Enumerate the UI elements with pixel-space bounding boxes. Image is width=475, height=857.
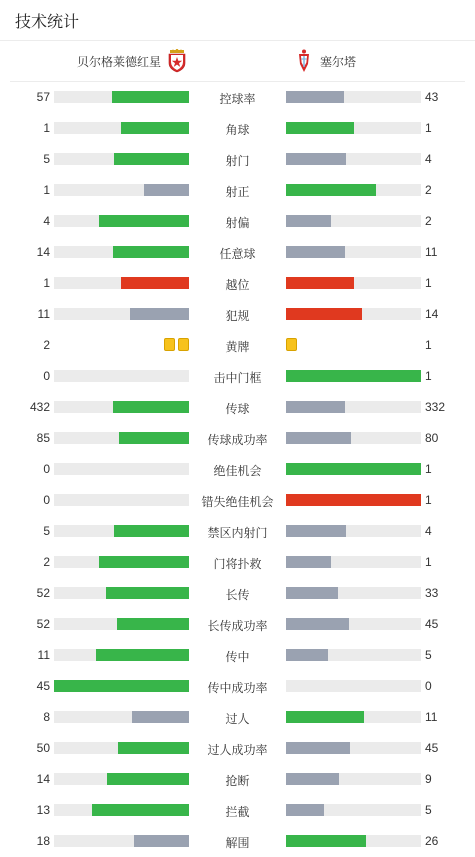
away-stat-bar-fill	[286, 215, 331, 227]
stat-label: 传球成功率	[207, 433, 268, 447]
yellow-card-icon	[178, 338, 189, 351]
away-team[interactable]	[294, 48, 356, 74]
away-stat-value: 1	[425, 369, 432, 383]
home-stat-bar-fill	[130, 308, 189, 320]
away-stat-bar	[286, 184, 421, 196]
home-stat-bar-fill	[106, 587, 189, 599]
away-stat-bar-fill	[286, 401, 345, 413]
home-stat-bar-fill	[113, 401, 189, 413]
stat-row	[0, 826, 475, 857]
page-title: 技术统计	[15, 14, 80, 31]
home-stat-bar	[54, 277, 189, 289]
stat-label: 错失绝佳机会	[201, 495, 274, 509]
away-stat-bar	[286, 463, 421, 475]
home-stat-bar	[54, 618, 189, 630]
celta-crest-icon	[294, 48, 314, 74]
away-stat-bar-fill	[286, 804, 324, 816]
away-stat-value: 1	[425, 493, 432, 507]
home-stat-value: 52	[36, 617, 50, 631]
header-divider	[0, 40, 475, 41]
stat-label: 过人	[225, 712, 250, 726]
stat-label: 绝佳机会	[213, 464, 262, 478]
stat-row	[0, 733, 475, 764]
away-stat-bar-fill	[286, 153, 346, 165]
home-stat-value: 13	[36, 803, 50, 817]
away-stat-bar-fill	[286, 556, 331, 568]
away-stat-value: 33	[425, 586, 439, 600]
home-stat-value: 432	[29, 400, 50, 414]
stat-row	[0, 671, 475, 702]
away-stat-bar	[286, 401, 421, 413]
home-stat-value: 45	[36, 679, 50, 693]
stat-row	[0, 299, 475, 330]
away-stat-bar-fill	[286, 370, 421, 382]
home-stat-value: 11	[37, 307, 50, 321]
away-stat-value: 11	[425, 710, 438, 724]
away-stat-bar-fill	[286, 711, 364, 723]
away-stat-bar	[286, 432, 421, 444]
home-stat-value: 14	[36, 772, 50, 786]
stat-row	[0, 361, 475, 392]
away-stat-bar-fill	[286, 246, 345, 258]
away-stat-bar	[286, 153, 421, 165]
stat-row	[0, 82, 475, 113]
home-stat-bar-fill	[134, 835, 189, 847]
stat-label: 射正	[225, 185, 250, 199]
home-stat-bar-fill	[121, 277, 189, 289]
away-cards	[286, 338, 297, 351]
home-stat-value: 0	[43, 369, 50, 383]
stat-label: 控球率	[219, 92, 256, 106]
stat-label: 越位	[225, 278, 250, 292]
away-stat-bar-fill	[286, 184, 376, 196]
away-stat-value: 1	[425, 121, 432, 135]
home-stat-bar-fill	[132, 711, 189, 723]
home-stat-value: 2	[43, 555, 50, 569]
stat-row	[0, 702, 475, 733]
home-stat-bar	[54, 773, 189, 785]
home-stat-bar	[54, 494, 189, 506]
away-stat-bar	[286, 277, 421, 289]
stat-label: 任意球	[219, 247, 256, 261]
stat-row	[0, 330, 475, 361]
away-stat-bar-fill	[286, 525, 346, 537]
home-stat-bar	[54, 680, 189, 692]
away-stat-value: 4	[425, 152, 432, 166]
home-stat-bar	[54, 587, 189, 599]
home-stat-bar-fill	[144, 184, 189, 196]
away-stat-bar-fill	[286, 91, 344, 103]
home-stat-bar-fill	[121, 122, 189, 134]
away-stat-bar-fill	[286, 742, 350, 754]
stat-label: 传中	[225, 650, 250, 664]
stat-label: 射门	[225, 154, 250, 168]
away-stat-value: 5	[425, 803, 432, 817]
home-stat-bar	[54, 215, 189, 227]
home-stat-bar	[54, 804, 189, 816]
home-stat-bar-fill	[114, 525, 189, 537]
stat-label: 拦截	[225, 805, 250, 819]
stat-row	[0, 578, 475, 609]
away-stat-bar-fill	[286, 835, 366, 847]
away-stat-value: 0	[425, 679, 432, 693]
away-stat-value: 332	[425, 400, 446, 414]
stat-row	[0, 764, 475, 795]
stat-row	[0, 268, 475, 299]
away-stat-bar-fill	[286, 587, 338, 599]
away-stat-bar	[286, 91, 421, 103]
home-stat-bar-fill	[114, 153, 189, 165]
stat-row	[0, 795, 475, 826]
away-stat-value: 43	[425, 90, 439, 104]
away-stat-value: 45	[425, 617, 439, 631]
stat-row	[0, 485, 475, 516]
stat-row	[0, 237, 475, 268]
stat-label: 角球	[225, 123, 250, 137]
away-stat-bar	[286, 122, 421, 134]
stat-label: 射偏	[225, 216, 250, 230]
stat-row	[0, 454, 475, 485]
home-stat-bar-fill	[99, 556, 189, 568]
away-stat-bar	[286, 680, 421, 692]
away-stat-value: 5	[425, 648, 432, 662]
home-stat-value: 1	[43, 183, 50, 197]
stat-label: 犯规	[225, 309, 250, 323]
away-stat-bar	[286, 618, 421, 630]
home-stat-bar	[54, 711, 189, 723]
away-stat-bar	[286, 742, 421, 754]
away-stat-value: 1	[425, 338, 432, 352]
away-stat-bar-fill	[286, 432, 351, 444]
home-stat-value: 52	[36, 586, 50, 600]
stat-label: 黄牌	[225, 340, 250, 354]
away-stat-bar-fill	[286, 494, 421, 506]
stat-label: 过人成功率	[207, 743, 268, 757]
stat-row	[0, 547, 475, 578]
home-stat-bar-fill	[54, 680, 189, 692]
away-stat-value: 26	[425, 834, 439, 848]
stat-row	[0, 609, 475, 640]
home-stat-bar	[54, 184, 189, 196]
home-stat-bar-fill	[92, 804, 189, 816]
stat-row	[0, 392, 475, 423]
stat-label: 传球	[225, 402, 250, 416]
home-stat-value: 1	[43, 276, 50, 290]
home-stat-value: 4	[43, 214, 50, 228]
away-stat-bar	[286, 494, 421, 506]
stat-label: 长传成功率	[207, 619, 268, 633]
red-star-crest-icon	[167, 48, 187, 74]
home-stat-value: 8	[43, 710, 50, 724]
away-stat-bar-fill	[286, 308, 362, 320]
home-team-name: 贝尔格莱德红星	[76, 54, 161, 69]
away-stat-value: 1	[425, 462, 432, 476]
home-stat-bar	[54, 835, 189, 847]
home-stat-value: 5	[43, 152, 50, 166]
away-stat-bar	[286, 587, 421, 599]
stat-row	[0, 144, 475, 175]
away-stat-bar-fill	[286, 122, 354, 134]
home-stat-bar	[54, 153, 189, 165]
stat-row	[0, 640, 475, 671]
home-stat-value: 85	[36, 431, 50, 445]
stat-label: 禁区内射门	[207, 526, 268, 540]
away-stat-bar-fill	[286, 463, 421, 475]
stat-label: 门将扑救	[213, 557, 262, 571]
away-stat-value: 11	[425, 245, 438, 259]
away-stat-bar	[286, 649, 421, 661]
home-stat-value: 50	[36, 741, 50, 755]
away-stat-bar-fill	[286, 773, 339, 785]
stat-row	[0, 423, 475, 454]
stat-label: 解围	[225, 836, 250, 850]
away-stat-value: 1	[425, 555, 432, 569]
stat-label: 传中成功率	[207, 681, 268, 695]
away-stat-bar	[286, 773, 421, 785]
stat-row	[0, 175, 475, 206]
home-stat-bar-fill	[96, 649, 189, 661]
home-stat-value: 18	[36, 834, 50, 848]
home-stat-bar-fill	[107, 773, 189, 785]
away-stat-bar-fill	[286, 618, 349, 630]
away-stat-value: 2	[425, 214, 432, 228]
home-stat-bar-fill	[113, 246, 189, 258]
away-stat-bar	[286, 835, 421, 847]
home-stat-value: 1	[43, 121, 50, 135]
home-stat-value: 57	[36, 90, 50, 104]
away-stat-bar	[286, 370, 421, 382]
stat-row	[0, 206, 475, 237]
stat-label: 击中门框	[213, 371, 262, 385]
home-stat-bar	[54, 401, 189, 413]
home-stat-bar	[54, 525, 189, 537]
away-stat-value: 9	[425, 772, 432, 786]
home-stat-bar	[54, 370, 189, 382]
home-stat-bar	[54, 432, 189, 444]
away-stat-bar-fill	[286, 277, 354, 289]
yellow-card-icon	[164, 338, 175, 351]
home-team[interactable]	[77, 48, 187, 74]
away-stat-bar	[286, 804, 421, 816]
home-stat-value: 14	[36, 245, 50, 259]
home-stat-bar	[54, 91, 189, 103]
away-stat-value: 4	[425, 524, 432, 538]
stat-row	[0, 516, 475, 547]
home-stat-bar	[54, 742, 189, 754]
away-stat-value: 45	[425, 741, 439, 755]
home-stat-bar	[54, 463, 189, 475]
home-stat-bar-fill	[117, 618, 189, 630]
away-stat-value: 80	[425, 431, 439, 445]
home-stat-bar-fill	[119, 432, 189, 444]
home-stat-bar	[54, 649, 189, 661]
home-stat-value: 11	[37, 648, 50, 662]
home-stat-bar-fill	[118, 742, 189, 754]
home-stat-value: 5	[43, 524, 50, 538]
home-stat-value: 0	[43, 462, 50, 476]
away-stat-value: 14	[425, 307, 439, 321]
stat-label: 抢断	[225, 774, 250, 788]
stat-row	[0, 113, 475, 144]
away-stat-bar	[286, 711, 421, 723]
home-stat-bar-fill	[112, 91, 189, 103]
away-stat-bar	[286, 308, 421, 320]
away-stat-bar	[286, 556, 421, 568]
yellow-card-icon	[286, 338, 297, 351]
away-stat-value: 1	[425, 276, 432, 290]
home-stat-value: 0	[43, 493, 50, 507]
home-stat-bar	[54, 308, 189, 320]
home-cards	[164, 338, 189, 351]
home-stat-bar	[54, 556, 189, 568]
away-stat-bar-fill	[286, 649, 328, 661]
away-stat-value: 2	[425, 183, 432, 197]
stat-label: 长传	[225, 588, 250, 602]
away-stat-bar	[286, 246, 421, 258]
away-stat-bar	[286, 525, 421, 537]
home-stat-value: 2	[43, 338, 50, 352]
home-stat-bar-fill	[99, 215, 189, 227]
home-stat-bar	[54, 246, 189, 258]
away-stat-bar	[286, 215, 421, 227]
away-team-name: 塞尔塔	[320, 54, 357, 69]
home-stat-bar	[54, 122, 189, 134]
